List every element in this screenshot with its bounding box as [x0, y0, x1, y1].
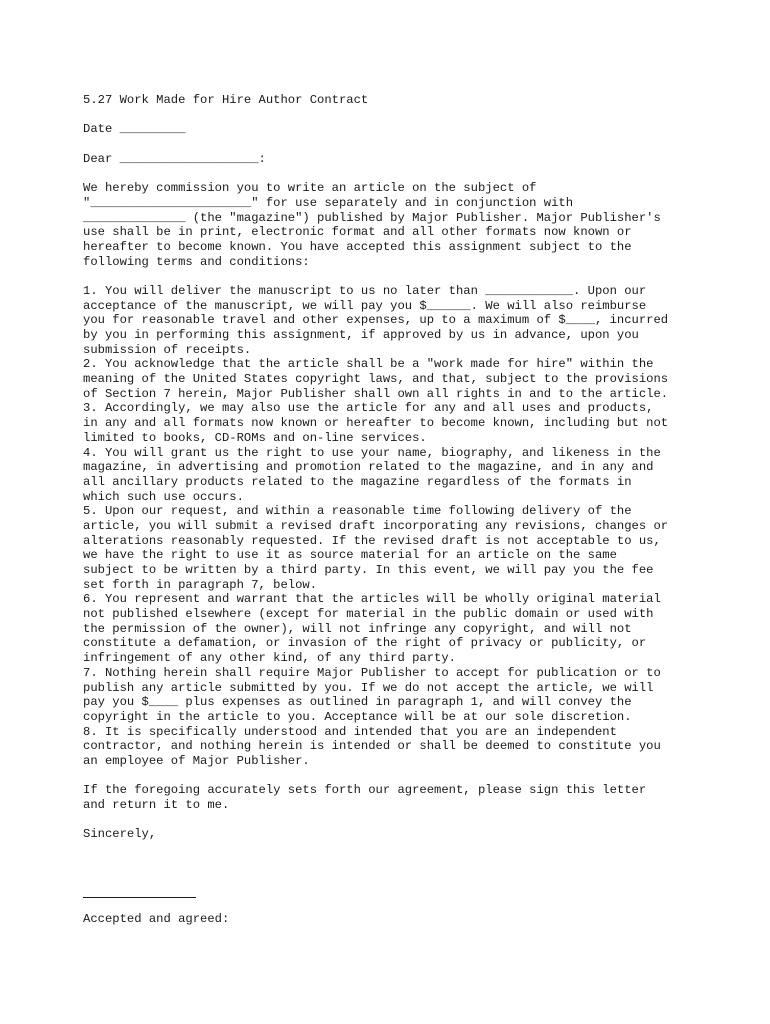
terms-line: copyright in the article to you. Acceptance will be at our sole discretion.	[83, 709, 632, 724]
terms-line: 7. Nothing herein shall require Major Publisher to accept for publication or to	[83, 665, 661, 680]
terms-line: pay you $____ plus expenses as outlined in paragraph 1, and will convey the	[83, 695, 632, 710]
terms-line: submission of receipts.	[83, 342, 252, 357]
terms-line: infringement of any other kind, of any third party.	[83, 651, 456, 666]
terms-line: 6. You represent and warrant that the articles will be wholly original material	[83, 592, 661, 607]
sincerely-line: Sincerely,	[83, 827, 157, 842]
terms-line: alterations reasonably requested. If the revised draft is not acceptable to us,	[83, 533, 661, 548]
intro-paragraph	[83, 181, 723, 269]
terms-line: 1. You will deliver the manuscript to us no later than ____________. Upon our	[83, 283, 647, 298]
terms-line: an employee of Major Publisher.	[83, 753, 310, 768]
accepted-line: Accepted and agreed:	[83, 912, 230, 927]
closing-paragraph	[83, 783, 723, 812]
terms-line: meaning of the United States copyright laws, and that, subject to the provisions	[83, 372, 669, 387]
terms-line: you for reasonable travel and other expenses, up to a maximum of $____, incurred	[83, 313, 669, 328]
date-line: Date _________	[83, 122, 186, 137]
terms-line: which such use occurs.	[83, 489, 244, 504]
terms-line: 8. It is specifically understood and intended that you are an independent	[83, 724, 617, 739]
intro-line: "______________________" for use separately and in conjunction with	[83, 195, 574, 210]
terms-line: 5. Upon our request, and within a reasonable time following delivery of the	[83, 504, 632, 519]
intro-line: following terms and conditions:	[83, 254, 310, 269]
signature-line	[83, 897, 196, 898]
terms-line: constitute a defamation, or invasion of the right of privacy or publicity, or	[83, 636, 647, 651]
terms-line: by you in performing this assignment, if approved by us in advance, upon you	[83, 328, 639, 342]
terms-line: not published elsewhere (except for material in the public domain or used with	[83, 607, 654, 622]
terms-line: the permission of the owner), will not infringe any copyright, and will not	[83, 621, 632, 636]
contract-body	[83, 93, 723, 927]
terms-line: contractor, and nothing herein is intended or shall be deemed to constitute you	[83, 739, 661, 754]
terms-line: of Section 7 herein, Major Publisher shall own all rights in and to the article.	[83, 386, 669, 401]
salutation-line: Dear ___________________:	[83, 151, 266, 166]
terms-line: acceptance of the manuscript, we will pay you $______. We will also reimburse	[83, 298, 647, 313]
closing-line: If the foregoing accurately sets forth our agreement, please sign this letter	[83, 783, 647, 798]
terms-line: in any and all formats now known or hereafter to become known, including but not	[83, 416, 669, 431]
intro-line: use shall be in print, electronic format and all other formats now known or	[83, 225, 632, 240]
intro-line: hereafter to become known. You have accepted this assignment subject to the	[83, 239, 632, 254]
terms-line: magazine, in advertising and promotion related to the magazine, and in any and	[83, 460, 654, 475]
terms-list	[83, 284, 723, 769]
terms-line: 4. You will grant us the right to use your name, biography, and likeness in the	[83, 445, 661, 460]
terms-line: article, you will submit a revised draft incorporating any revisions, changes or	[83, 518, 669, 533]
intro-line: We hereby commission you to write an article on the subject of	[83, 181, 537, 196]
terms-line: limited to books, CD-ROMs and on-line services.	[83, 430, 427, 445]
terms-line: 2. You acknowledge that the article shall be a "work made for hire" within the	[83, 357, 654, 372]
terms-line: 3. Accordingly, we may also use the article for any and all uses and products,	[83, 401, 654, 416]
terms-line: we have the right to use it as source material for an article on the same	[83, 548, 617, 563]
terms-line: set forth in paragraph 7, below.	[83, 577, 318, 592]
terms-line: all ancillary products related to the magazine regardless of the formats in	[83, 474, 632, 489]
document-title: 5.27 Work Made for Hire Author Contract	[83, 93, 369, 107]
intro-line: ______________ (the "magazine") published by Major Publisher. Major Publisher's	[83, 210, 661, 225]
closing-line: and return it to me.	[83, 798, 230, 812]
terms-line: publish any article submitted by you. If we do not accept the article, we will	[83, 680, 654, 695]
terms-line: subject to be written by a third party. In this event, we will pay you the fee	[83, 563, 654, 577]
